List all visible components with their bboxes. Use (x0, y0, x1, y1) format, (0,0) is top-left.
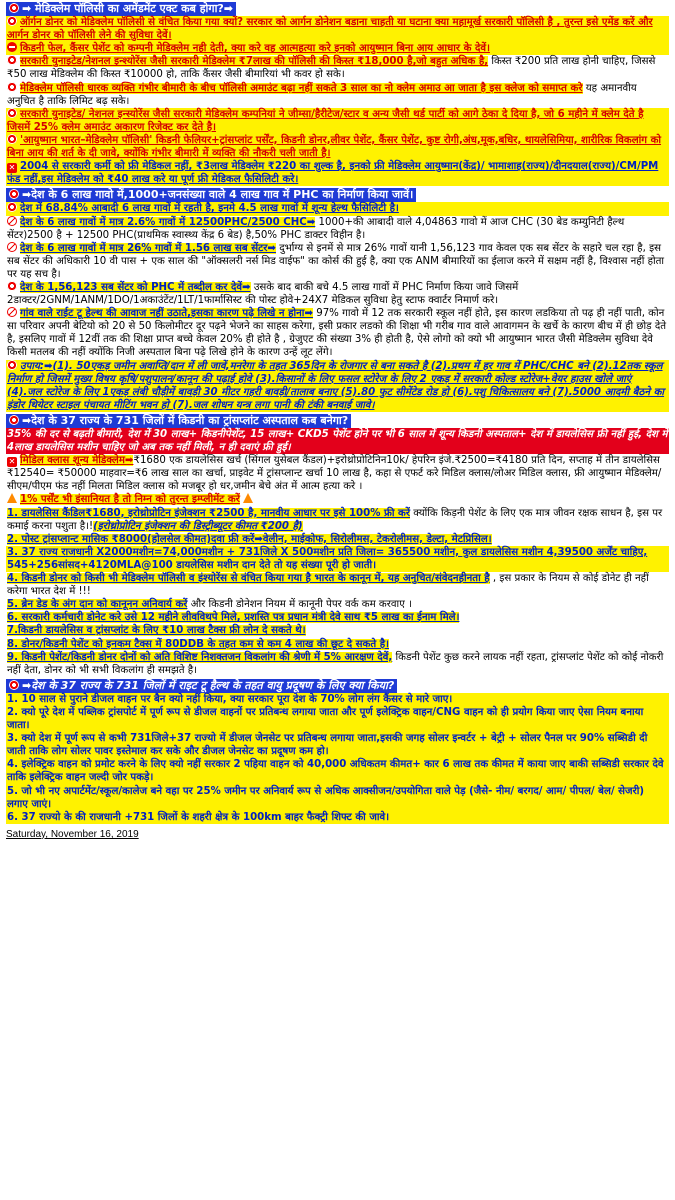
list-item (6, 638, 669, 651)
paragraph-lead: सरकारी युनाइटेड/ नेशनल इन्स्योरेंस जैसी सरकारी मेडिक्लेम कम्पनियां ने जीम्सा/हैरीटेज/स्टार व अन्य जैसी थर्ड पार्टी को आगे ठेका दे दिया है, जो 6 महीने में क्लेम देते है जिसमें 25% क्लेम अमाउंट अकारण रिजेक्ट कर देते है। (7, 108, 644, 133)
banner-text: 1% पर्सेंट भी इंसानियत है तो निम्न को तुरन्त इम्प्लीमेंट करें (20, 494, 240, 506)
banner-line (6, 493, 669, 506)
list-item-text: 1. 10 साल से पुराने डीजल वाहन पर बैन क्यो नहीं किया, क्या सरकार पूरा देश के 70% लोग लंग कैंसर से मारे जाए। (7, 693, 453, 705)
section-header (6, 2, 236, 16)
paragraph-lead: मिडिल क्लास शून्य मेडिक्लेम➡ (20, 455, 134, 467)
list-item (6, 758, 669, 784)
list-item-lead: 9. किडनी पेशेंट/किडनी डोनर दोनों को अति विशिष्ट निशक्तजन विकलांग की श्रेणी में 5% आरक्षण देवें, (7, 651, 393, 663)
list-item (6, 533, 669, 546)
list-item-text: 4. इलेक्ट्रिक वाहन को प्रमोट करने के लिए क्यो नहीं सरकार 2 पहिया वाहन को 40,000 अधिकतम कीमत+ कार 6 लाख तक कीमत में काया जाए बाकी सब्सिडी सरकार देवे ताकि इलेक्ट्रिक वाहन जल्दी जोर पकड़े। (7, 759, 664, 784)
list-item (6, 811, 669, 824)
section-header-text: ➡देश के 6 लाख गावो में,1000+जनसंख्या वाले 4 लाख गाव में PHC का निर्माण किया जावें। (22, 188, 414, 202)
list-item-lead: 4. किडनी डोनर को किसी भी मेडिक्लेम पॉलिसी व इंश्योरेंस से वंचित किया गया है भारत के कानून में, यह अनुचित/संवेदनहीनता है (7, 573, 490, 585)
list-item (6, 598, 669, 611)
target-icon (7, 281, 17, 291)
paragraph-body: उसके बाद बाकी बचे 4.5 लाख गावों में PHC निर्माण किया जावे जिसमें 2डाक्टर/2GNM/1ANM/1DO/1अकाउंटेंट/1LT/1फार्मासिस्ट की पोस्ट होवे+24X7 मेडिकल सुविधा हेतु स्टाफ क्वार्टर निमार्ण करे। (7, 281, 519, 307)
section-header (6, 188, 416, 202)
list-item (6, 785, 669, 811)
section-header-text: ➡ मेडिक्लेम पॉलिसी का अमेंडमेंट एक्ट कब होगा?➡ (22, 2, 234, 15)
subheading-banner (6, 428, 669, 454)
paragraph (6, 360, 669, 412)
section-header (6, 414, 351, 428)
paragraph-lead: देश में 68.84% आबादी 6 लाख गावों में रहती है, इनमे 4.5 लाख गावों में शून्य हेल्थ फैसिलिटी है। (20, 203, 399, 215)
target-icon (7, 202, 17, 212)
paragraph (6, 307, 669, 359)
paragraph (6, 242, 669, 281)
paragraph (6, 55, 669, 81)
target-icon (9, 3, 19, 13)
paragraph (6, 108, 669, 134)
paragraph-lead: देश के 1,56,123 सब सेंटर को PHC में तब्दील कर देवें➡ (20, 281, 251, 293)
paragraph-lead: मेडिक्लेम पॉलिसी धारक व्यक्ति गंभीर बीमारी के बीच पॉलिसी अमाउंट बढ़ा नहीं सकते 3 साल का नो क्लेम अमाउ आ जाता है इस क्लेज को समाप्त करे (20, 82, 583, 94)
paragraph-lead: देश के 6 लाख गावों में मात्र 2.6% गावों में 12500PHC/2500 CHC➡ (20, 216, 316, 228)
list-item (6, 572, 669, 598)
target-icon (7, 16, 17, 26)
list-item-lead: 8. डोनर/किडनी पेशेंट को इनकम टैक्स में 80DDB के तहत कम से कम 4 लाख की छूट दे सकते है। (7, 638, 389, 650)
paragraph (6, 202, 669, 215)
post-date: Saturday, November 16, 2019 (6, 828, 139, 840)
target-icon (9, 680, 19, 690)
list-item-body: और किडनी डोनेशन नियम में कानूनी पेपर वर्क कम करवाए । (187, 599, 412, 611)
paragraph-lead: ऑर्गन डोनर को मेडिक्लेम पॉलिसी से वंचित किया गया क्यों? सरकार को आर्गन डोनेशन बडाना चाहती या घटाना क्या महामूर्ख सरकारी पॉलिसी है , तुरन्त इसे एमेंड करें और आर्गन डोनर को पॉलिसी लेने की सुविधा देवें। (7, 17, 653, 42)
paragraph (6, 82, 669, 108)
target-icon (7, 360, 17, 370)
paragraph-body: ₹1680 एक डायलेसिस खर्च (सिंगल युसेबल कैंडल)+इरोथ्रोप्रोटिनिन10k/ हेपरिन इंजे.₹2500=₹4180 प्रति दिन, सप्ताह में तीन डायलेसिस ₹12540= ₹50000 माहवार=₹6 लाख साल का खर्चा, प्राइवेट में ट्रांसप्लान्ट खर्चा 10 लाख है, कहा से एफर्ट करे मिडिल क्लास/लोअर मिडिल क्लास, फ्री आयुष्मान मेडिक्लेम/सीएम/पीएम फंड नहीं मिलता मिडिल क्लास को मजबूर हो धर,जमीन बेचे अंत में आत्म हत्या करे । (7, 455, 662, 493)
list-item (6, 651, 669, 677)
list-item-note: (इरोथ्रोप्रोटिन इंजेक्शन की डिस्ट्रीब्यूटर कीमत ₹200 है) (93, 520, 303, 532)
paragraph (6, 454, 669, 493)
list-item-text: 5. जो भी नए अपार्टमेंट/स्कूल/कालेज बने वहा पर 25% जमीन पर अनिवार्य रूप से अधिक आक्सीजन/उपयोगिता वाले पेड़ (जैसे- नीम/ बरगद/ आम/ पीपल/ बेल/ सेजरी) लगाए जाएं। (7, 785, 645, 810)
list-item-body: क्योंकि किड़नी पेशेंट के लिए एक मात्र जीवन रक्षक साधन है, इस पर कमाई करना पशुता है।! (7, 507, 663, 532)
paragraph-lead: किडनी फेल, कैंसर पेशेंट को कम्पनी मेडिक्लेम नही देती, क्या करे वह आत्महत्या करे इनको आयुष्मान बिना आय आधार के देवें। (20, 43, 490, 55)
paragraph (6, 134, 669, 160)
list-item (6, 706, 669, 732)
subheading-text: 35% की दर से बढ़ती बीमारी, देश में 30 लाख+ किडनीपेशेंट, 15 लाख+ CKD5 पेशेंट होने पर भी 6 साल में शून्य किडनी अस्पताल+ देश में डायलेसिस फ्री नहीं हुई, देश में 4लाख डायलेसिस मशीन चाहिए जो अब तक नहीं मिली, न ही दवाएं फ्री हुई। (7, 429, 668, 454)
list-item-text: 2. क्यो पूरे देश में पब्लिक ट्रांसपोर्ट में पूर्ण रूप से डीजल वाहनों पर प्रतिबन्ध लगाया जाता और पूर्ण इलेक्ट्रिक वाहन/CNG वाहन को ही प्रयोग किया जाए ऐसा नियम बनाया जाता। (7, 706, 644, 732)
section-phc (6, 188, 669, 412)
list-item-body: किडनी पेशेंट कुछ करने लायक नहीं रहता, ट्रांसप्लांट पेशेंट को कोई नोकरी नहीं देता, डोनर को भी सभी विकलांग ही समझते है। (7, 651, 664, 676)
paragraph-body: यह अमानवीय अनुचित है ताकि लिमिट बढ़ सके। (7, 82, 637, 107)
list-item (6, 507, 669, 533)
paragraph (6, 281, 669, 307)
paragraph-lead: देश के 6 लाख गावों में मात्र 26% गावों में 1.56 लाख सब सेंटर➡ (20, 242, 276, 254)
list-item-text: 3. क्यो देश में पूर्ण रूप से कभी 731जिले+37 राज्यो में डीजल जेनसेट पर प्रतिबन्ध लगाया जाता,इसकी जगह सोलर इन्वर्टर + बेट्री + सोलर पैनल पर 90% सब्सिडी दी जाती ताकि लोग सोलर पावर इस्तेमाल कर सके और डीजल जेनसेट का प्रदूषण कम हो। (7, 733, 648, 758)
paragraph-body: दुर्भाग्य से इनमें से मात्र 26% गावों यानी 1,56,123 गाव केवल एक सब सेंटर के सहारे चल रहा है, इस सब सेंटर की अधिकारी 10 वी पास + एक साल की "ऑक्सलरी नर्स मिड वाईफ" का कोर्स की हुई है, क्या एक ANM बीमारियों का ईलाज करने में सक्षम नहीं है, विश्वास नहीं होता पर यह सच है। (7, 242, 665, 280)
section-air-pollution (6, 679, 669, 824)
cross-icon (7, 457, 17, 467)
list-item-text: 6. 37 राज्यो के की राजधानी +731 जिलों के शहरी क्षेत्र के 100km बाहर फैक्ट्री शिफ्ट की जावे। (7, 811, 390, 823)
prohibited-icon (7, 307, 17, 317)
target-icon (7, 82, 17, 92)
target-icon (9, 189, 19, 199)
list-item-lead: 6. सरकारी कर्मचारी डोनेट करे उसे 12 महीने लीवविथपे मिले, प्रशस्ति पत्र प्रधान मंत्री देवे साथ ₹5 लाख का ईनाम मिले। (7, 612, 460, 624)
paragraph-lead: उपाय:➡(1). 50एकड़ जमीन अवाप्ति/दान में ली जावें,मनरेगा के तहत 365दिन के रोजगार से बना सकते है (2).प्रथम में हर गाव में PHC/CHC बने (2).12तक स्कूल निर्माण हो जिसमें मुख्य विषय कृषि/पशुपालन/कानून की पढ़ाई होवे (3).किसानों के लिए फसल स्टोरेज के लिए 2 एकड़ में सरकारी कोल्ड स्टोरेज+वेयर हाउस खोले जाएं (4).जल स्टोरेज के लिए 1एकड़ लंबी चौड़ीमें बावड़ी 30 मीटर गहरी बावड़ी/तालाब बनाए (5).80 फुट सीमेंटेड रोड हो (6).पशु चिकित्सालय बने (7).5000 आदमी बैठने का इंडोर थियेटर स्टाइल पंचायत मीटिंग भवन हो (7).जल शोधन यन्त्र लगा पानी की टंकी बनवाई जावे। (7, 360, 665, 411)
section-header (6, 679, 397, 693)
target-icon (7, 134, 17, 144)
list-item (6, 732, 669, 758)
list-item-body: 545+256सांसद+4120MLA@100 डायलेसिस मशीन दान देते तो यह संख्या पूरी हो जाती। (7, 559, 377, 571)
list-item-lead: 5. ब्रेन डेड के अंग दान को कानूनन अनिवार्य करें (7, 599, 188, 611)
target-icon (9, 415, 19, 425)
paragraph-lead: गांव वाले राईट टू हेल्थ की आवाज नहीं उठाते,इसका कारण पढ़े लिखे न होना➡ (20, 308, 313, 320)
list-item-body: , इस प्रकार के नियम से कोई डोनेट ही नहीं करेगा भारत देश में !!! (7, 573, 649, 598)
paragraph (6, 16, 669, 42)
warning-icon (7, 493, 17, 503)
prohibited-icon (7, 242, 17, 252)
list-item-lead: 7.किडनी डायलेसिस व ट्रांसप्लांट के लिए ₹10 लाख टैक्स फ्री लोन दे सकते थे। (7, 625, 306, 637)
list-item-lead: 1. डायलेसिस कैंडिल₹1680, इरोथ्रोप्रोटिन इंजेक्शन ₹2500 है, मानवीय आधार पर इसे 100% फ्री करें (7, 507, 411, 519)
list-item (6, 611, 669, 624)
list-item-lead: 3. 37 राज्य राजधानी X2000मशीन=74,000मशीन + 731जिले X 500मशीन प्रति जिला= 365500 मशीन, कुल डायलेसिस मशीन 4,39500 अर्जेंट चाहिए, (7, 546, 648, 558)
list-item (6, 693, 669, 706)
paragraph-body: 97% गावो में 12 तक सरकारी स्कूल नहीं होते, इस कारण लडकिया तो पढ़ ही नहीं पाती, कोन सा परिवार अपनी बेटियो को 20 से 50 किलोमीटर दूर पढ़ने भेजने का साहस करेगा, इसी प्रकार लडको की शिक्षा भी गरीब गाव वाले आवागमन के खर्चे के कारण बीच में ही छोड़ देते है, इसलिए गावों में 12वीं तक की शिक्षा प्राप्त बच्चे केवल 20% ही होते है , ग्रेजुएट की संख्या 3% ही होती है, ऐसे लोगो को क्यो भी आयुष्मान भारत जैसी मेडिक्लेम सुविधा देवे किसी मतलब की नहीं क्योंकि निजी अस्पताल बिना पढ़े लिखे होने के कारण उन्हें लूट लेंगे। (7, 308, 667, 359)
target-icon (7, 55, 17, 65)
paragraph-lead: 'आयुष्मान भारत–मेडिक्लेम पॉलिसी' किडनी फेलियर+ट्रांसप्लांट पर्सेंट, किडनी डोनर,लीवर पेशेंट, कैंसर पेशेंट, कुष्ट रोगी,अंध,मूक,बधिर, थायलेसिमिया, शारीरिक विकलांग को बिना आय की शर्त के दी जावे, क्योंकि गंभीर बीमारी में व्यक्ति की नौकरी चली जाती है। (7, 134, 662, 160)
section-kidney (6, 414, 669, 677)
section-header-text: ➡देश के 37 राज्य के 731 जिलों में राइट टू हैल्थ के तहत वायु प्रदूषण के लिए क्या किया? (22, 678, 395, 692)
paragraph-lead: 2004 से सरकारी कर्मी को फ्री मेडिकल नहीं, ₹3लाख मेडिक्लेम ₹220 का शुल्क है, इनको फ्री मेडिक्लेम आयुष्मान(केंद्र)/ भामाशाह(राज्य)/दीनदयाल(राज्य)/CM/PM फंड नहीं,इस मेडिक्लेम को ₹40 लाख करे या पूर्ण फ्री मेडिकल फैसिलिटी करे। (7, 161, 659, 186)
paragraph (6, 42, 669, 55)
paragraph (6, 160, 669, 186)
no-entry-icon (7, 42, 17, 52)
paragraph (6, 216, 669, 242)
list-item (6, 624, 669, 637)
list-item-lead: 2. पोस्ट ट्रांसप्लान्ट मासिक ₹8000(होलसेल कीमत)दवा फ्री करें➡वेलीन, माईकोफ, सिरोलीमस, टेकरोलीमस, डेल्टा, मेटप्रिसिल। (7, 533, 492, 545)
prohibited-icon (7, 216, 17, 226)
list-item (6, 546, 669, 572)
warning-icon (243, 493, 253, 503)
target-icon (7, 108, 17, 118)
paragraph-body: किस्त ₹200 प्रति लाख होनी चाहिए, जिससे ₹50 लाख मेडिक्लेम की किस्त ₹10000 हो, ताकि कैंसर जैसी बीमारियां भी कवर हो सके। (7, 56, 656, 81)
paragraph-body: 1000+की आबादी वाले 4,04863 गावो में आज CHC (30 बेड कम्युनिटी हैल्थ सेंटर)2500 है + 12500 PHC(प्राथमिक स्वास्थ्य केंद्र 6 बेड) है,50% PHC डाक्टर विहीन है। (7, 216, 625, 241)
section-mediclaim (6, 2, 669, 186)
section-header-text: ➡देश के 37 राज्य के 731 जिलों में किडनी का ट्रांसप्लांट अस्पताल कब बनेगा? (22, 413, 349, 427)
cross-icon (7, 163, 17, 173)
paragraph-lead: सरकारी युनाइटेड/नेशनल इन्श्योरेंस जैसी सरकारी मेडिक्लेम ₹7लाख की पॉलिसी की किस्त ₹18,000 है,जो बहुत अधिक है, (20, 56, 489, 68)
